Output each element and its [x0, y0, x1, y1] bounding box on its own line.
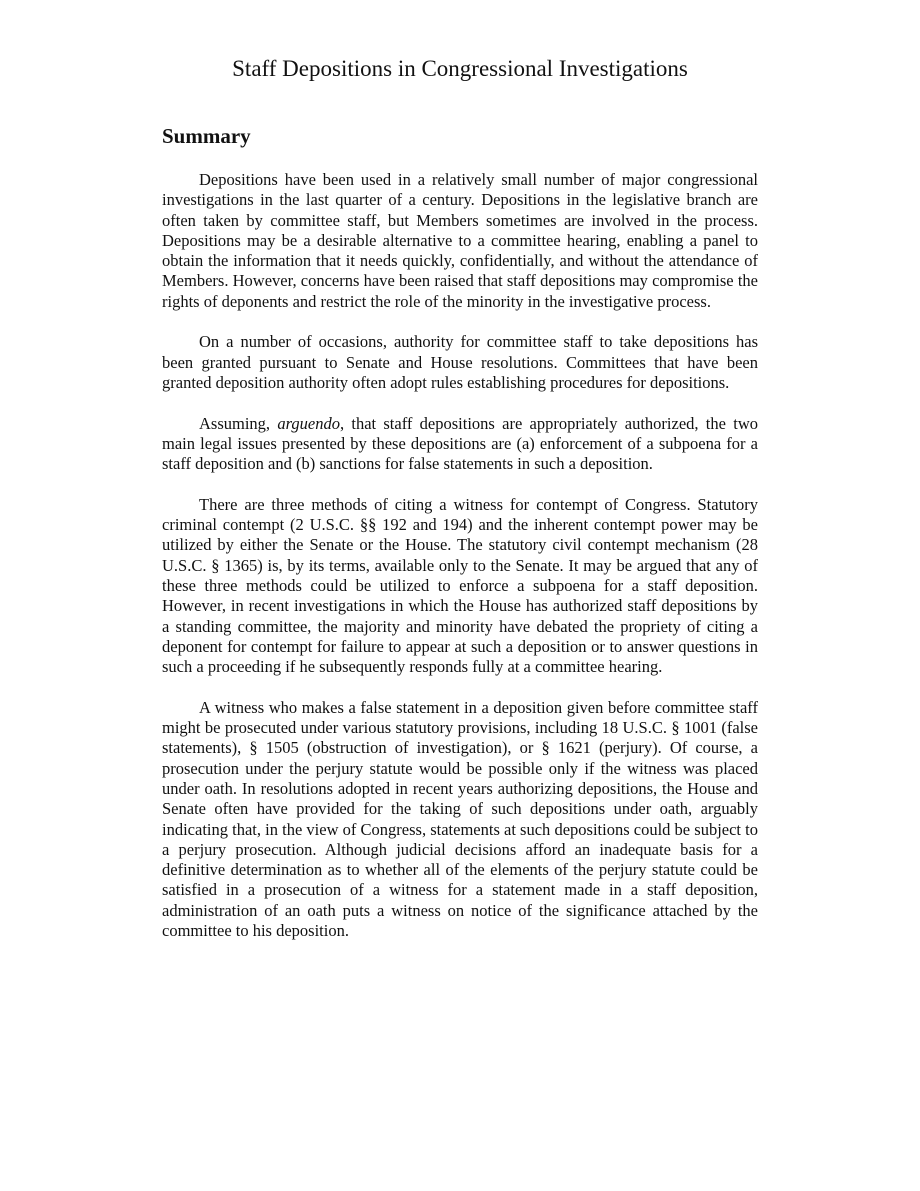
paragraph-3-lead: Assuming, — [199, 413, 278, 433]
paragraph-2: On a number of occasions, authority for committee staff to take depositions has been granted pursuant to Senate and House resolutions. Committees that have been granted deposition authority often adopt rules establishing procedures for depositions. — [162, 332, 758, 392]
paragraph-3-rest: , that staff depositions are appropriately authorized, the two main legal issues presented by these depositions are (a) enforcement of a subpoena for a staff deposition and (b) sanctions for false statements in such a deposition. — [162, 413, 758, 474]
document-title: Staff Depositions in Congressional Investigations — [232, 56, 688, 81]
paragraph-4: There are three methods of citing a witness for contempt of Congress. Statutory criminal contempt (2 U.S.C. §§ 192 and 194) and the inherent contempt power may be utilized by either the Senate or the House. The statutory civil contempt mechanism (28 U.S.C. § 1365) is, by its terms, available only to the Senate. It may be argued that any of these three methods could be utilized to enforce a subpoena for a staff deposition. However, in recent investigations in which the House has authorized staff depositions by a standing committee, the majority and minority have debated the propriety of citing a deponent for contempt for failure to appear at such a deposition or to answer questions in such a proceeding if he subsequently responds fully at a committee hearing. — [162, 494, 758, 677]
paragraph-3-italic-term: arguendo — [277, 413, 340, 433]
section-heading: Summary — [162, 124, 251, 148]
paragraph-3 — [162, 414, 758, 475]
paragraph-1: Depositions have been used in a relatively small number of major congressional investigations in the last quarter of a century. Depositions in the legislative branch are often taken by committee staff, but Members sometimes are involved in the process. Depositions may be a desirable alternative to a committee hearing, enabling a panel to obtain the information that it needs quickly, confidentially, and without the attendance of Members. However, concerns have been raised that staff depositions may compromise the rights of deponents and restrict the role of the minority in the investigative process. — [162, 170, 758, 311]
paragraph-5: A witness who makes a false statement in a deposition given before committee staff might be prosecuted under various statutory provisions, including 18 U.S.C. § 1001 (false statements), § 1505 (obstruction of investigation), or § 1621 (perjury). Of course, a prosecution under the perjury statute would be possible only if the witness was placed under oath. In resolutions adopted in recent years authorizing depositions, the House and Senate often have provided for the taking of such depositions under oath, arguably indicating that, in the view of Congress, statements at such depositions could be subject to a perjury prosecution. Although judicial decisions afford an inadequate basis for a definitive determination as to whether all of the elements of the perjury statute could be satisfied in a prosecution of a witness for a statement made in a staff deposition, administration of an oath puts a witness on notice of the significance attached by the committee to his deposition. — [162, 697, 758, 940]
document-body — [162, 122, 758, 962]
